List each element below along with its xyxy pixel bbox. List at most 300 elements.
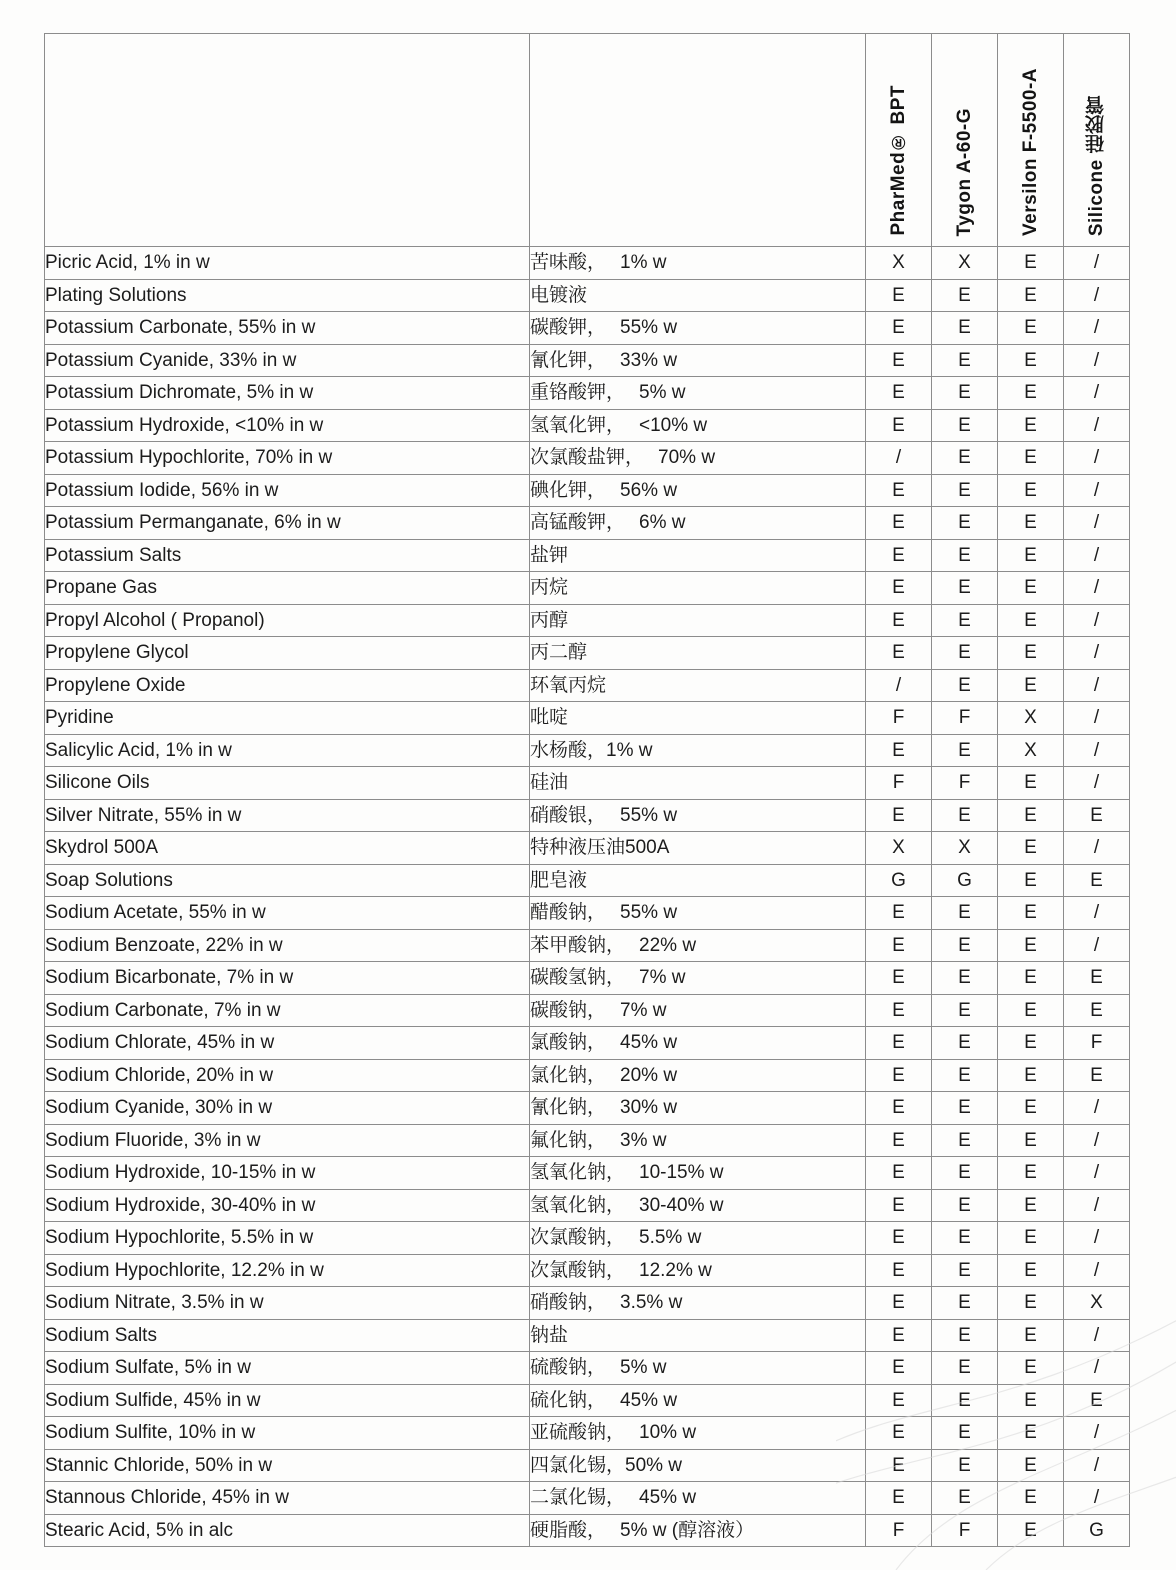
compatibility-rating: / [1064, 1157, 1130, 1190]
table-row [45, 1417, 1130, 1450]
chemical-name-zh-text: 肥皂液 [530, 869, 588, 891]
compatibility-rating: E [1064, 1059, 1130, 1092]
chemical-concentration-zh: 5% w (醇溶液） [620, 1519, 755, 1541]
compatibility-rating: E [998, 1157, 1064, 1190]
compatibility-rating: E [998, 1254, 1064, 1287]
compatibility-rating: F [932, 767, 998, 800]
compatibility-rating: E [932, 1384, 998, 1417]
chemical-name-en: Sodium Hypochlorite, 12.2% in w [45, 1254, 530, 1287]
compatibility-rating: E [932, 442, 998, 475]
chemical-name-zh [530, 1092, 866, 1125]
chemical-name-en: Potassium Cyanide, 33% in w [45, 344, 530, 377]
table-row [45, 799, 1130, 832]
compatibility-rating: E [866, 1417, 932, 1450]
compatibility-rating: E [932, 1254, 998, 1287]
chemical-concentration-zh: 30-40% w [639, 1194, 724, 1216]
chemical-name-zh-text: 亚硫酸钠， [530, 1422, 626, 1443]
chemical-name-zh-text: 高锰酸钾， [530, 512, 626, 533]
compatibility-rating: E [998, 1027, 1064, 1060]
compatibility-rating: E [866, 1189, 932, 1222]
compatibility-rating: E [932, 1124, 998, 1157]
compatibility-rating: / [1064, 312, 1130, 345]
header-material-versilon-f-5500-a [998, 34, 1064, 247]
compatibility-rating: / [1064, 832, 1130, 865]
chemical-name-en: Silicone Oils [45, 767, 530, 800]
compatibility-rating: E [998, 1092, 1064, 1125]
compatibility-rating: E [866, 1059, 932, 1092]
compatibility-rating: E [1064, 994, 1130, 1027]
chemical-name-zh [530, 1059, 866, 1092]
chemical-name-zh [530, 669, 866, 702]
chemical-name-zh-text: 碳酸氢钠， [530, 967, 626, 988]
table-row [45, 572, 1130, 605]
compatibility-rating: E [998, 1059, 1064, 1092]
compatibility-rating: E [932, 539, 998, 572]
chemical-name-zh [530, 1384, 866, 1417]
compatibility-rating: E [866, 1027, 932, 1060]
table-row [45, 1287, 1130, 1320]
chemical-name-en: Salicylic Acid, 1% in w [45, 734, 530, 767]
compatibility-rating: E [998, 1514, 1064, 1547]
compatibility-rating: G [1064, 1514, 1130, 1547]
table-row [45, 637, 1130, 670]
compatibility-rating: E [932, 1222, 998, 1255]
chemical-name-zh [530, 1449, 866, 1482]
compatibility-rating: E [998, 474, 1064, 507]
chemical-name-zh [530, 409, 866, 442]
chemical-concentration-zh: 70% w [658, 447, 716, 468]
compatibility-rating: F [932, 1514, 998, 1547]
chemical-name-en: Soap Solutions [45, 864, 530, 897]
compatibility-rating: / [1064, 1449, 1130, 1482]
compatibility-rating: E [866, 1384, 932, 1417]
table-row [45, 442, 1130, 475]
chemical-concentration-zh: 55% w [620, 317, 678, 338]
compatibility-rating: X [998, 702, 1064, 735]
chemical-concentration-zh: 10-15% w [639, 1162, 724, 1183]
chemical-name-zh [530, 539, 866, 572]
compatibility-rating: E [932, 1482, 998, 1515]
chemical-name-zh [530, 1254, 866, 1287]
compatibility-rating: E [998, 442, 1064, 475]
chemical-name-zh [530, 507, 866, 540]
chemical-concentration-zh: 22% w [639, 934, 697, 956]
chemical-name-en: Sodium Fluoride, 3% in w [45, 1124, 530, 1157]
chemical-concentration-zh: 7% w [620, 999, 667, 1021]
compatibility-rating: F [1064, 1027, 1130, 1060]
compatibility-rating: / [1064, 247, 1130, 280]
chemical-name-en: Sodium Sulfide, 45% in w [45, 1384, 530, 1417]
chemical-name-zh-text: 次氯酸盐钾， [530, 447, 645, 468]
compatibility-rating: E [932, 572, 998, 605]
chemical-name-zh-text: 氢氧化钾， [530, 414, 626, 436]
chemical-name-zh [530, 377, 866, 410]
chemical-name-en: Sodium Salts [45, 1319, 530, 1352]
compatibility-rating: E [998, 1319, 1064, 1352]
compatibility-rating: E [1064, 864, 1130, 897]
table-row [45, 1319, 1130, 1352]
compatibility-rating: E [998, 1482, 1064, 1515]
chemical-name-zh [530, 767, 866, 800]
compatibility-rating: F [866, 1514, 932, 1547]
compatibility-rating: E [932, 377, 998, 410]
chemical-name-zh-text: 四氯化锡，50% w [530, 1454, 683, 1476]
compatibility-rating: G [866, 864, 932, 897]
chemical-name-en: Picric Acid, 1% in w [45, 247, 530, 280]
chemical-name-en: Stannous Chloride, 45% in w [45, 1482, 530, 1515]
chemical-name-en: Potassium Permanganate, 6% in w [45, 507, 530, 540]
compatibility-rating: E [866, 897, 932, 930]
compatibility-rating: E [866, 1449, 932, 1482]
chemical-name-zh [530, 312, 866, 345]
chemical-name-zh [530, 1319, 866, 1352]
chemical-name-zh [530, 1482, 866, 1515]
table-row [45, 604, 1130, 637]
chemical-name-en: Stannic Chloride, 50% in w [45, 1449, 530, 1482]
chemical-name-zh-text: 硫酸钠， [530, 1357, 607, 1378]
compatibility-rating: / [1064, 929, 1130, 962]
compatibility-rating: / [1064, 442, 1130, 475]
chemical-name-en: Sodium Sulfate, 5% in w [45, 1352, 530, 1385]
chemical-concentration-zh: 5% w [639, 382, 686, 403]
compatibility-rating: / [1064, 1352, 1130, 1385]
compatibility-rating: E [1064, 799, 1130, 832]
compatibility-rating: E [932, 1319, 998, 1352]
chemical-name-zh [530, 1352, 866, 1385]
chemical-name-en: Sodium Cyanide, 30% in w [45, 1092, 530, 1125]
chemical-concentration-zh: 3% w [620, 1129, 667, 1151]
compatibility-rating: E [932, 474, 998, 507]
compatibility-rating: E [932, 734, 998, 767]
chemical-name-zh [530, 1514, 866, 1547]
compatibility-rating: E [866, 1124, 932, 1157]
chemical-name-zh-text: 苦味酸， [530, 252, 607, 273]
compatibility-rating: E [866, 539, 932, 572]
table-row [45, 1222, 1130, 1255]
header-material-pharmed-bpt [866, 34, 932, 247]
compatibility-rating: E [932, 1189, 998, 1222]
compatibility-rating: E [866, 929, 932, 962]
chemical-name-en: Sodium Chloride, 20% in w [45, 1059, 530, 1092]
table-row [45, 1059, 1130, 1092]
chemical-name-zh-text: 氢氧化钠， [530, 1194, 626, 1216]
compatibility-rating: E [998, 1384, 1064, 1417]
chemical-name-zh-text: 氢氧化钠， [530, 1162, 626, 1183]
header-label: Versilon F-5500-A [1020, 68, 1041, 236]
compatibility-rating: / [1064, 1319, 1130, 1352]
chemical-name-zh-text: 丙烷 [530, 577, 569, 598]
chemical-name-zh-text: 水杨酸，1% w [530, 739, 653, 761]
compatibility-rating: E [998, 897, 1064, 930]
compatibility-rating: E [932, 994, 998, 1027]
compatibility-rating: E [998, 1222, 1064, 1255]
chemical-name-zh-text: 氰化钾， [530, 349, 607, 371]
compatibility-rating: E [1064, 1384, 1130, 1417]
compatibility-rating: E [998, 344, 1064, 377]
chemical-concentration-zh: 5% w [620, 1357, 667, 1378]
table-row [45, 344, 1130, 377]
compatibility-rating: E [932, 669, 998, 702]
compatibility-rating: E [932, 1417, 998, 1450]
chemical-name-zh [530, 637, 866, 670]
table-row [45, 507, 1130, 540]
chemical-concentration-zh: 10% w [639, 1422, 697, 1443]
chemical-name-zh-text: 丙醇 [530, 609, 569, 631]
chemical-concentration-zh: 1% w [620, 252, 667, 273]
compatibility-rating: E [998, 539, 1064, 572]
chemical-name-zh-text: 钠盐 [530, 1324, 569, 1346]
chemical-name-en: Potassium Hydroxide, <10% in w [45, 409, 530, 442]
compatibility-rating: E [866, 604, 932, 637]
chemical-name-en: Potassium Carbonate, 55% in w [45, 312, 530, 345]
chemical-name-zh-text: 盐钾 [530, 544, 569, 566]
table-row [45, 247, 1130, 280]
chemical-name-zh [530, 1124, 866, 1157]
chemical-name-zh [530, 572, 866, 605]
compatibility-rating: E [998, 1352, 1064, 1385]
compatibility-rating: E [932, 799, 998, 832]
table-row [45, 832, 1130, 865]
chemical-name-en: Pyridine [45, 702, 530, 735]
compatibility-rating: / [1064, 637, 1130, 670]
compatibility-rating: E [998, 604, 1064, 637]
table-row [45, 1027, 1130, 1060]
compatibility-rating: E [866, 1319, 932, 1352]
compatibility-rating: E [998, 799, 1064, 832]
table-row [45, 767, 1130, 800]
compatibility-rating: E [932, 1449, 998, 1482]
chemical-name-en: Sodium Chlorate, 45% in w [45, 1027, 530, 1060]
compatibility-rating: E [998, 1417, 1064, 1450]
chemical-name-zh-text: 丙二醇 [530, 642, 588, 663]
compatibility-rating: E [866, 1254, 932, 1287]
table-row [45, 1157, 1130, 1190]
compatibility-rating: / [1064, 409, 1130, 442]
chemical-name-zh [530, 1157, 866, 1190]
chemical-name-zh-text: 特种液压油500A [530, 837, 670, 858]
chemical-concentration-zh: 12.2% w [639, 1259, 712, 1281]
compatibility-rating: E [998, 279, 1064, 312]
compatibility-rating: / [1064, 539, 1130, 572]
chemical-concentration-zh: 7% w [639, 967, 686, 988]
compatibility-rating: E [866, 1092, 932, 1125]
compatibility-rating: E [932, 507, 998, 540]
chemical-name-zh [530, 344, 866, 377]
chemical-name-en: Potassium Iodide, 56% in w [45, 474, 530, 507]
header-english-name [45, 34, 530, 247]
chemical-name-en: Potassium Salts [45, 539, 530, 572]
chemical-name-zh [530, 994, 866, 1027]
chemical-concentration-zh: 5.5% w [639, 1227, 702, 1248]
compatibility-rating: / [1064, 734, 1130, 767]
compatibility-rating: / [1064, 1222, 1130, 1255]
chemical-name-en: Propane Gas [45, 572, 530, 605]
compatibility-rating: E [932, 279, 998, 312]
chemical-name-en: Propyl Alcohol ( Propanol) [45, 604, 530, 637]
chemical-name-zh-text: 次氯酸钠， [530, 1227, 626, 1248]
chemical-name-zh-text: 二氯化锡， [530, 1487, 626, 1508]
chemical-name-zh-text: 环氧丙烷 [530, 674, 607, 696]
chemical-name-en: Silver Nitrate, 55% in w [45, 799, 530, 832]
chemical-name-en: Sodium Hydroxide, 30-40% in w [45, 1189, 530, 1222]
compatibility-rating: F [932, 702, 998, 735]
chemical-name-en: Sodium Sulfite, 10% in w [45, 1417, 530, 1450]
compatibility-rating: E [998, 832, 1064, 865]
table-row [45, 669, 1130, 702]
compatibility-rating: / [1064, 1417, 1130, 1450]
compatibility-rating: E [998, 994, 1064, 1027]
compatibility-rating: / [1064, 474, 1130, 507]
compatibility-rating: / [1064, 1124, 1130, 1157]
compatibility-rating: / [1064, 1254, 1130, 1287]
compatibility-rating: E [866, 637, 932, 670]
chemical-name-zh [530, 864, 866, 897]
compatibility-rating: E [998, 1124, 1064, 1157]
chemical-name-zh-text: 硬脂酸， [530, 1519, 607, 1541]
compatibility-rating: E [866, 1157, 932, 1190]
compatibility-rating: E [866, 734, 932, 767]
chemical-name-zh [530, 1027, 866, 1060]
compatibility-rating: X [866, 832, 932, 865]
compatibility-rating: E [998, 572, 1064, 605]
chemical-name-zh [530, 1287, 866, 1320]
chemical-name-zh [530, 1417, 866, 1450]
chemical-name-zh [530, 442, 866, 475]
chemical-name-zh [530, 897, 866, 930]
compatibility-rating: E [932, 1157, 998, 1190]
compatibility-rating: X [932, 832, 998, 865]
chemical-concentration-zh: 45% w [639, 1487, 697, 1508]
chemical-name-zh-text: 硝酸钠， [530, 1292, 607, 1313]
table-row [45, 1092, 1130, 1125]
chemical-name-en: Skydrol 500A [45, 832, 530, 865]
compatibility-rating: E [998, 767, 1064, 800]
chemical-name-zh [530, 604, 866, 637]
compatibility-rating: E [998, 669, 1064, 702]
chemical-name-zh-text: 硅油 [530, 772, 569, 793]
table-row [45, 929, 1130, 962]
compatibility-rating: / [1064, 767, 1130, 800]
header-label: Silicone 硅胶管 [1086, 94, 1107, 236]
compatibility-rating: E [932, 897, 998, 930]
chemical-name-en: Sodium Hypochlorite, 5.5% in w [45, 1222, 530, 1255]
compatibility-rating: E [932, 312, 998, 345]
chemical-name-zh [530, 1222, 866, 1255]
header-chinese-name [530, 34, 866, 247]
chemical-name-zh-text: 醋酸钠， [530, 902, 607, 923]
compatibility-rating: F [866, 702, 932, 735]
table-row [45, 1384, 1130, 1417]
chemical-name-zh [530, 962, 866, 995]
compatibility-rating: E [932, 1287, 998, 1320]
compatibility-rating: G [932, 864, 998, 897]
chemical-name-zh-text: 硝酸银， [530, 804, 607, 826]
chemical-compatibility-table [44, 33, 1130, 1547]
chemical-name-zh [530, 702, 866, 735]
chemical-name-en: Sodium Nitrate, 3.5% in w [45, 1287, 530, 1320]
compatibility-rating: E [932, 604, 998, 637]
chemical-name-zh-text: 氯化钠， [530, 1064, 607, 1086]
chemical-concentration-zh: 45% w [620, 1389, 678, 1411]
compatibility-rating: F [866, 767, 932, 800]
compatibility-rating: / [1064, 377, 1130, 410]
table-row [45, 994, 1130, 1027]
chemical-name-zh-text: 电镀液 [530, 284, 588, 306]
compatibility-rating: X [998, 734, 1064, 767]
compatibility-rating: / [1064, 702, 1130, 735]
header-label: Tygon A-60-G [954, 107, 975, 236]
table-body [45, 247, 1130, 1547]
header-material-silicone [1064, 34, 1130, 247]
compatibility-rating: E [866, 312, 932, 345]
chemical-name-zh-text: 碳酸钠， [530, 999, 607, 1021]
table-row [45, 734, 1130, 767]
compatibility-rating: / [866, 442, 932, 475]
compatibility-rating: / [1064, 1189, 1130, 1222]
compatibility-rating: E [998, 247, 1064, 280]
compatibility-rating: / [866, 669, 932, 702]
chemical-name-en: Plating Solutions [45, 279, 530, 312]
chemical-concentration-zh: 55% w [620, 804, 678, 826]
chemical-name-en: Sodium Bicarbonate, 7% in w [45, 962, 530, 995]
compatibility-rating: E [932, 637, 998, 670]
chemical-name-zh [530, 929, 866, 962]
compatibility-rating: E [866, 1287, 932, 1320]
chemical-name-zh-text: 碘化钾， [530, 479, 607, 501]
table-row [45, 1352, 1130, 1385]
chemical-name-en: Sodium Acetate, 55% in w [45, 897, 530, 930]
chemical-name-en: Sodium Hydroxide, 10-15% in w [45, 1157, 530, 1190]
chemical-name-en: Stearic Acid, 5% in alc [45, 1514, 530, 1547]
chemical-name-zh-text: 重铬酸钾， [530, 382, 626, 403]
table-row [45, 377, 1130, 410]
compatibility-rating: E [866, 799, 932, 832]
compatibility-rating: E [932, 962, 998, 995]
chemical-name-zh-text: 硫化钠， [530, 1389, 607, 1411]
table-row [45, 474, 1130, 507]
compatibility-rating: / [1064, 572, 1130, 605]
chemical-name-en: Sodium Benzoate, 22% in w [45, 929, 530, 962]
table-row [45, 897, 1130, 930]
chemical-name-zh [530, 1189, 866, 1222]
chemical-name-en: Propylene Oxide [45, 669, 530, 702]
chemical-concentration-zh: 56% w [620, 479, 678, 501]
chemical-name-zh [530, 474, 866, 507]
table-header [45, 34, 1130, 247]
compatibility-rating: E [866, 1352, 932, 1385]
compatibility-rating: E [866, 572, 932, 605]
chemical-concentration-zh: 55% w [620, 902, 678, 923]
table-row [45, 1449, 1130, 1482]
compatibility-rating: E [998, 1449, 1064, 1482]
header-label: PharMed® BPT [888, 85, 909, 236]
compatibility-rating: / [1064, 897, 1130, 930]
compatibility-rating: E [932, 409, 998, 442]
compatibility-rating: E [932, 929, 998, 962]
table-row [45, 1482, 1130, 1515]
chemical-concentration-zh: 45% w [620, 1032, 678, 1053]
compatibility-rating: E [866, 1222, 932, 1255]
compatibility-rating: E [998, 377, 1064, 410]
compatibility-rating: E [998, 312, 1064, 345]
compatibility-rating: E [998, 864, 1064, 897]
compatibility-rating: E [998, 637, 1064, 670]
chemical-name-zh-text: 苯甲酸钠， [530, 934, 626, 956]
chemical-concentration-zh: 33% w [620, 349, 678, 371]
chemical-name-zh-text: 次氯酸钠， [530, 1259, 626, 1281]
compatibility-rating: / [1064, 669, 1130, 702]
chemical-name-zh-text: 氯酸钠， [530, 1032, 607, 1053]
